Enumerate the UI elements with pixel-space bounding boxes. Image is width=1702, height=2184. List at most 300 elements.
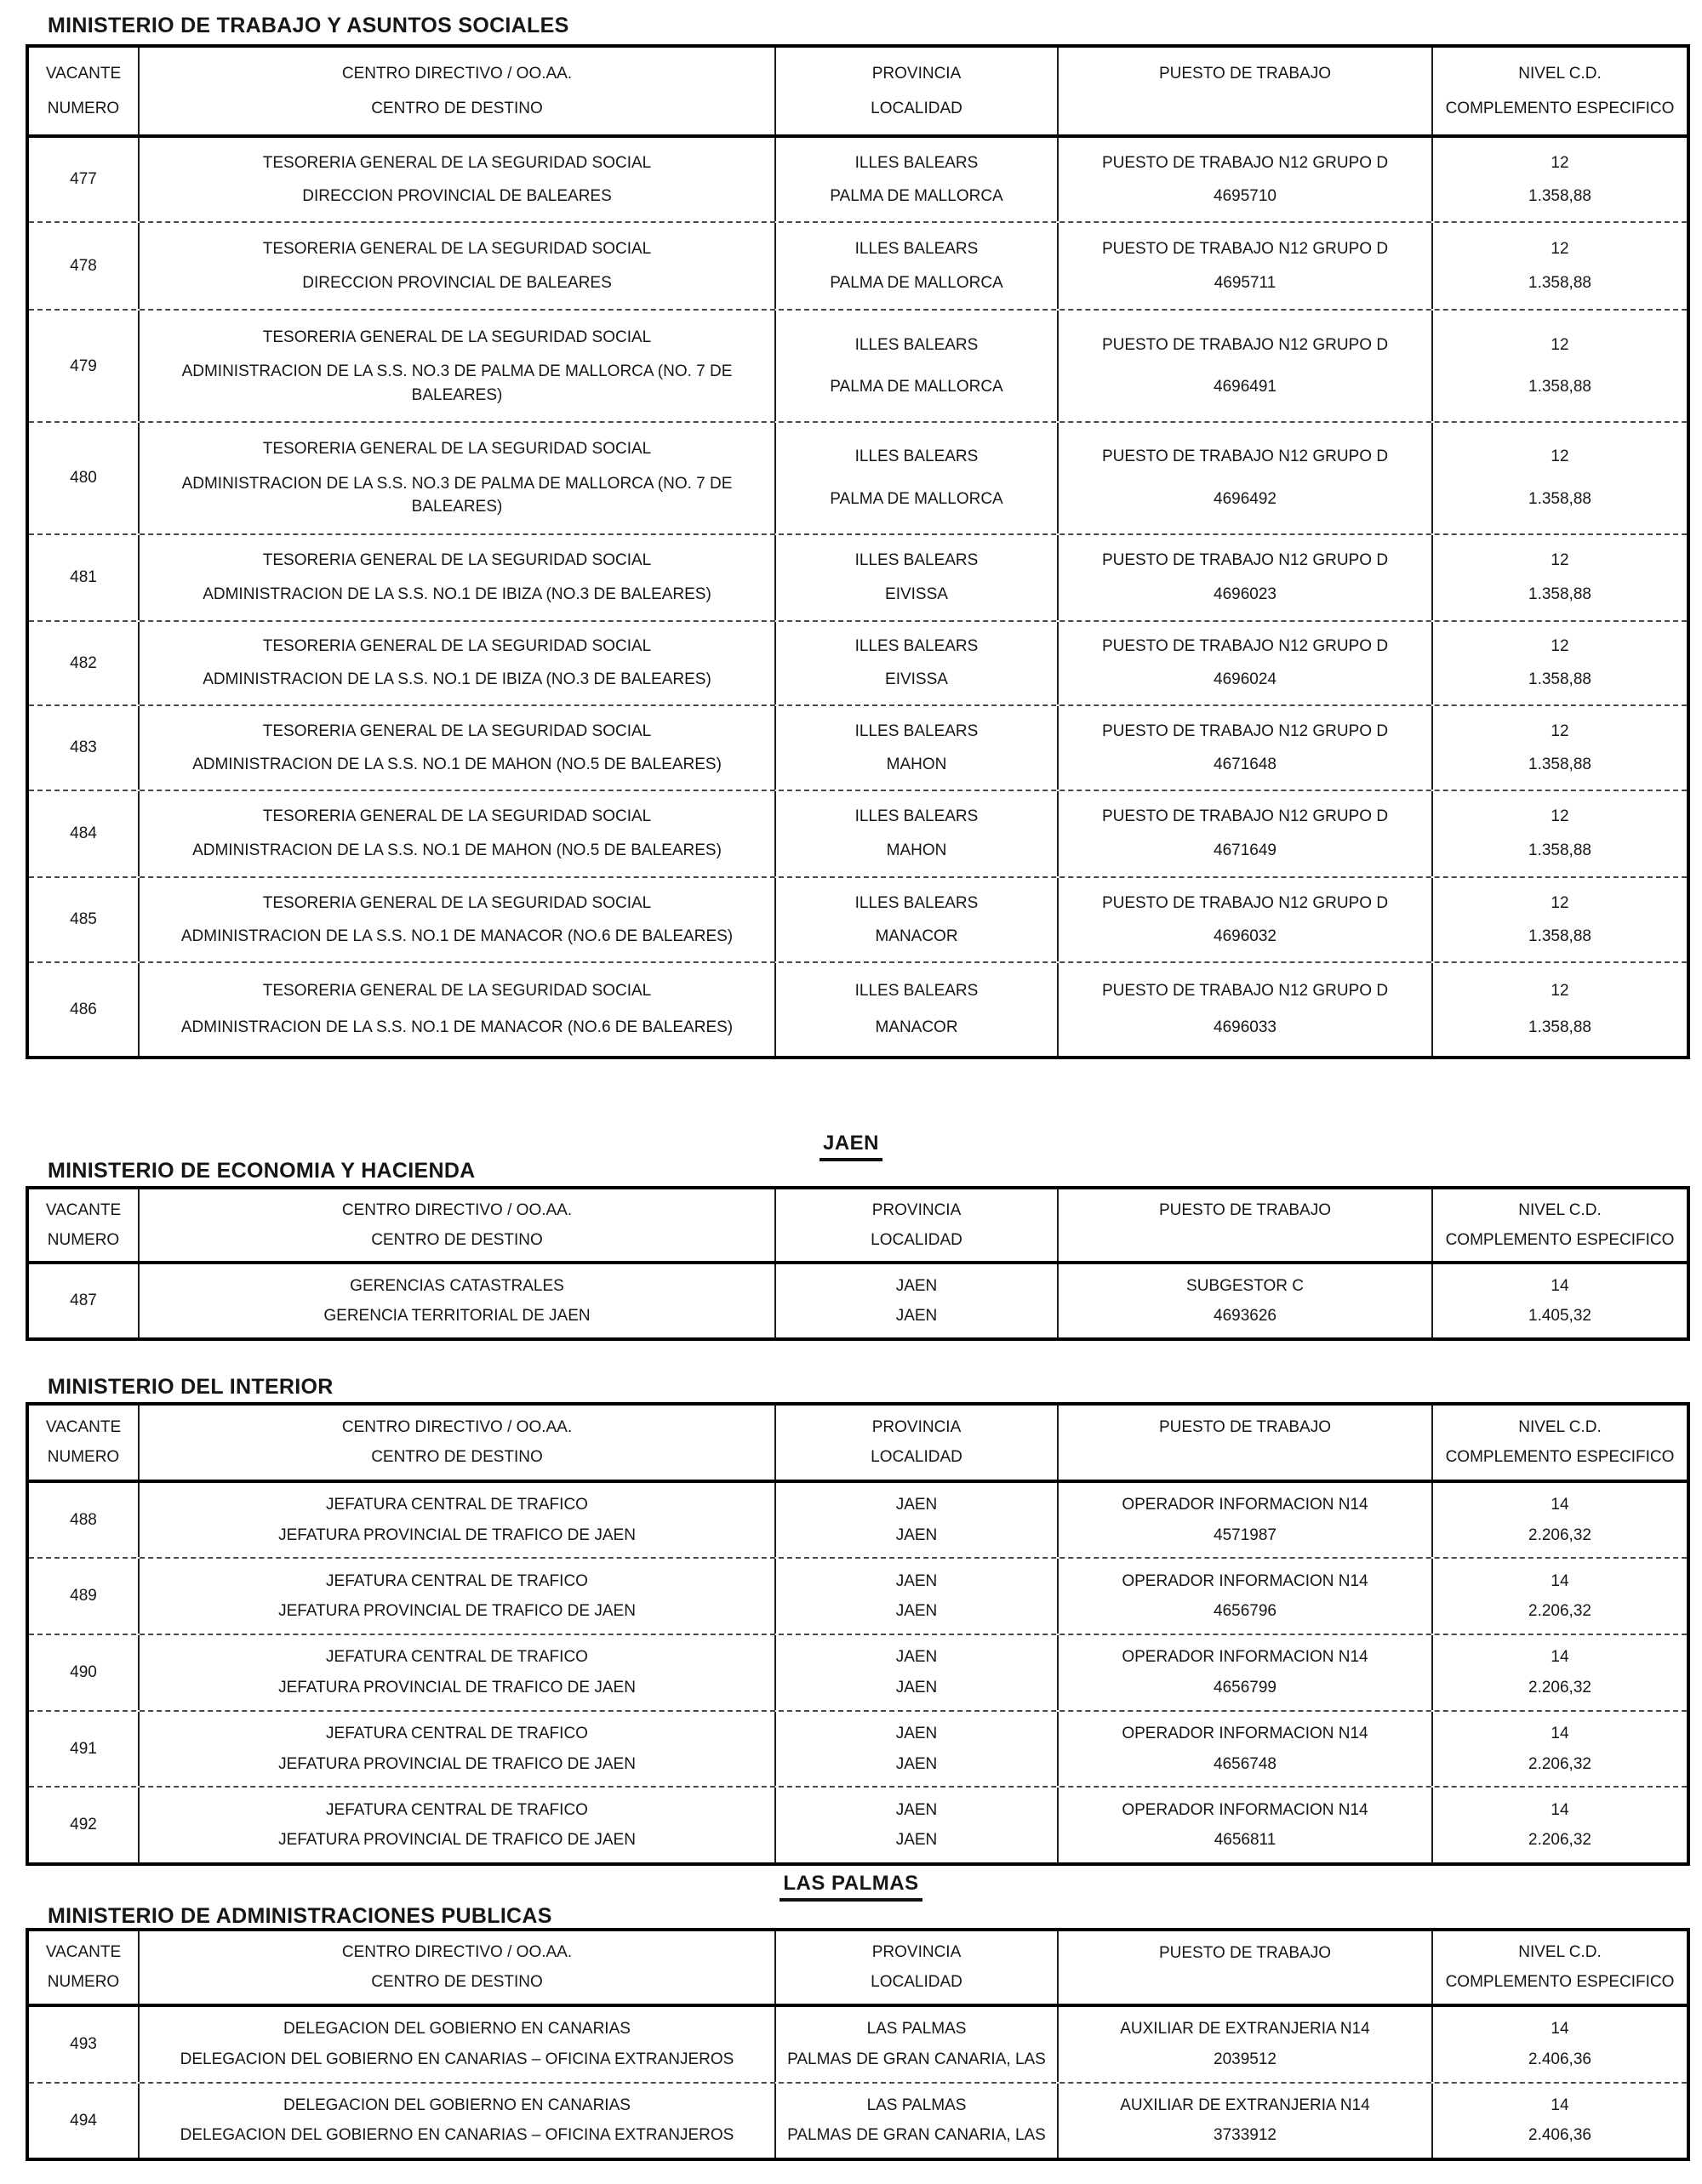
header-cell-provincia — [774, 48, 1057, 134]
centro-directivo: TESORERIA GENERAL DE LA SEGURIDAD SOCIAL — [262, 982, 652, 1001]
header-puesto-label: PUESTO DE TRABAJO — [1158, 1201, 1331, 1220]
complemento-especifico: 1.358,88 — [1528, 378, 1591, 396]
header-cell-nivel — [1431, 1406, 1687, 1480]
centro-directivo: TESORERIA GENERAL DE LA SEGURIDAD SOCIAL — [262, 551, 652, 570]
header-provincia-line1: PROVINCIA — [871, 1417, 962, 1436]
complemento-especifico: 2.406,36 — [1528, 2050, 1591, 2069]
cell-provincia — [774, 622, 1057, 705]
table-row — [29, 309, 1687, 421]
table-header — [29, 1406, 1687, 1483]
cell-provincia — [774, 311, 1057, 421]
section-title-administraciones: MINISTERIO DE ADMINISTRACIONES PUBLICAS — [48, 1904, 552, 1928]
centro-directivo: TESORERIA GENERAL DE LA SEGURIDAD SOCIAL — [262, 637, 652, 656]
provincia: LAS PALMAS — [866, 2020, 967, 2039]
puesto-numero: 4671649 — [1214, 841, 1276, 860]
cell-vacante — [29, 1635, 138, 1710]
section-title-trabajo: MINISTERIO DE TRABAJO Y ASUNTOS SOCIALES — [48, 14, 569, 37]
puesto-numero: 4656748 — [1214, 1754, 1276, 1773]
vacante-numero: 477 — [70, 170, 97, 189]
cell-nivel — [1431, 423, 1687, 533]
cell-centro — [138, 1264, 774, 1337]
centro-directivo: TESORERIA GENERAL DE LA SEGURIDAD SOCIAL — [262, 328, 652, 346]
header-cell-puesto — [1057, 1406, 1431, 1480]
puesto-trabajo: OPERADOR INFORMACION N14 — [1122, 1495, 1368, 1514]
header-cell-vacante — [29, 1406, 138, 1480]
header-provincia-line1: PROVINCIA — [871, 1200, 962, 1219]
centro-destino: GERENCIA TERRITORIAL DE JAEN — [323, 1306, 591, 1325]
nivel-cd: 12 — [1551, 721, 1569, 740]
header-cell-vacante — [29, 48, 138, 134]
provincia: ILLES BALEARS — [854, 153, 979, 172]
table-row — [29, 421, 1687, 533]
vacante-numero: 480 — [70, 469, 97, 488]
header-cell-puesto — [1057, 1931, 1431, 2004]
section-title-economia: MINISTERIO DE ECONOMIA Y HACIENDA — [48, 1159, 476, 1183]
cell-provincia — [774, 878, 1057, 961]
nivel-cd: 12 — [1551, 637, 1569, 656]
header-vacante-line1: VACANTE — [45, 1417, 122, 1436]
cell-centro — [138, 2007, 774, 2081]
centro-directivo: TESORERIA GENERAL DE LA SEGURIDAD SOCIAL — [262, 721, 652, 740]
header-centro-line1: CENTRO DIRECTIVO / OO.AA. — [341, 1200, 573, 1219]
localidad: PALMA DE MALLORCA — [830, 274, 1003, 293]
complemento-especifico: 1.358,88 — [1528, 186, 1591, 205]
cell-vacante — [29, 1712, 138, 1787]
cell-nivel — [1431, 1483, 1687, 1558]
header-centro-line2: CENTRO DE DESTINO — [371, 1230, 543, 1249]
cell-puesto — [1057, 622, 1431, 705]
header-cell-centro — [138, 1406, 774, 1480]
centro-directivo: TESORERIA GENERAL DE LA SEGURIDAD SOCIAL — [262, 893, 652, 912]
puesto-trabajo: AUXILIAR DE EXTRANJERIA N14 — [1120, 2096, 1370, 2114]
complemento-especifico: 1.358,88 — [1528, 584, 1591, 603]
header-centro-line1: CENTRO DIRECTIVO / OO.AA. — [341, 65, 573, 83]
cell-puesto — [1057, 963, 1431, 1056]
puesto-trabajo: PUESTO DE TRABAJO N12 GRUPO D — [1101, 153, 1389, 172]
cell-provincia — [774, 963, 1057, 1056]
cell-puesto — [1057, 2007, 1431, 2081]
header-nivel-line1: NIVEL C.D. — [1518, 1200, 1602, 1219]
cell-centro — [138, 878, 774, 961]
cell-vacante — [29, 311, 138, 421]
vacante-numero: 490 — [70, 1663, 97, 1682]
cell-puesto — [1057, 535, 1431, 620]
complemento-especifico: 2.206,32 — [1528, 1525, 1591, 1544]
vacante-numero: 491 — [70, 1739, 97, 1758]
cell-vacante — [29, 622, 138, 705]
table-row — [29, 1634, 1687, 1710]
puesto-trabajo: PUESTO DE TRABAJO N12 GRUPO D — [1101, 335, 1389, 354]
header-vacante-line1: VACANTE — [45, 1200, 122, 1219]
cell-puesto — [1057, 1712, 1431, 1787]
cell-puesto — [1057, 1788, 1431, 1862]
header-centro-line2: CENTRO DE DESTINO — [371, 99, 543, 117]
provincia: ILLES BALEARS — [854, 721, 979, 740]
puesto-numero: 4696024 — [1214, 670, 1276, 689]
cell-centro — [138, 311, 774, 421]
header-provincia-line2: LOCALIDAD — [871, 1448, 962, 1467]
cell-vacante — [29, 535, 138, 620]
localidad: PALMA DE MALLORCA — [830, 378, 1003, 396]
header-nivel-line2: COMPLEMENTO ESPECIFICO — [1445, 99, 1675, 117]
header-vacante-line1: VACANTE — [45, 65, 122, 83]
puesto-trabajo: PUESTO DE TRABAJO N12 GRUPO D — [1101, 239, 1389, 258]
puesto-numero: 4571987 — [1214, 1525, 1276, 1544]
cell-centro — [138, 1788, 774, 1862]
cell-provincia — [774, 1559, 1057, 1634]
puesto-numero: 4696491 — [1214, 378, 1276, 396]
puesto-numero: 4656811 — [1214, 1831, 1276, 1850]
header-cell-vacante — [29, 1931, 138, 2004]
cell-puesto — [1057, 311, 1431, 421]
puesto-trabajo: PUESTO DE TRABAJO N12 GRUPO D — [1101, 551, 1389, 570]
puesto-trabajo: OPERADOR INFORMACION N14 — [1122, 1800, 1368, 1819]
cell-nivel — [1431, 1712, 1687, 1787]
cell-vacante — [29, 2084, 138, 2158]
cell-provincia — [774, 791, 1057, 877]
localidad: EIVISSA — [885, 670, 948, 689]
header-vacante-line2: NUMERO — [47, 1230, 120, 1249]
localidad: JAEN — [895, 1678, 938, 1696]
cell-centro — [138, 791, 774, 877]
cell-puesto — [1057, 1483, 1431, 1558]
province-heading-las-palmas: LAS PALMAS — [0, 1872, 1702, 1902]
table-row — [29, 533, 1687, 620]
nivel-cd: 14 — [1551, 2096, 1569, 2114]
table-row — [29, 1710, 1687, 1787]
complemento-especifico: 2.206,32 — [1528, 1754, 1591, 1773]
cell-vacante — [29, 1483, 138, 1558]
cell-puesto — [1057, 706, 1431, 790]
header-provincia-line1: PROVINCIA — [871, 65, 962, 83]
cell-nivel — [1431, 1559, 1687, 1634]
cell-vacante — [29, 706, 138, 790]
cell-vacante — [29, 138, 138, 221]
centro-destino: ADMINISTRACION DE LA S.S. NO.1 DE MAHON (NO.5 DE BALEARES) — [192, 841, 722, 860]
cell-nivel — [1431, 622, 1687, 705]
cell-provincia — [774, 706, 1057, 790]
table-row — [29, 790, 1687, 877]
puesto-numero: 4695710 — [1214, 186, 1276, 205]
vacante-numero: 487 — [70, 1292, 97, 1310]
header-cell-nivel — [1431, 1189, 1687, 1261]
vacante-numero: 482 — [70, 653, 97, 672]
header-cell-nivel — [1431, 48, 1687, 134]
cell-vacante — [29, 878, 138, 961]
header-cell-provincia — [774, 1931, 1057, 2004]
nivel-cd: 12 — [1551, 448, 1569, 466]
cell-centro — [138, 1559, 774, 1634]
puesto-trabajo: PUESTO DE TRABAJO N12 GRUPO D — [1101, 893, 1389, 912]
vacante-numero: 478 — [70, 256, 97, 275]
cell-nivel — [1431, 535, 1687, 620]
vacante-numero: 485 — [70, 910, 97, 929]
nivel-cd: 12 — [1551, 239, 1569, 258]
section-title-interior: MINISTERIO DEL INTERIOR — [48, 1375, 334, 1399]
header-cell-nivel — [1431, 1931, 1687, 2004]
complemento-especifico: 1.358,88 — [1528, 490, 1591, 509]
cell-puesto — [1057, 878, 1431, 961]
puesto-numero: 4693626 — [1214, 1306, 1276, 1325]
cell-nivel — [1431, 1635, 1687, 1710]
header-puesto-label: PUESTO DE TRABAJO — [1158, 65, 1331, 83]
complemento-especifico: 2.206,32 — [1528, 1602, 1591, 1621]
nivel-cd: 14 — [1551, 1495, 1569, 1514]
centro-destino: ADMINISTRACION DE LA S.S. NO.1 DE MAHON (NO.5 DE BALEARES) — [192, 755, 722, 773]
centro-directivo: TESORERIA GENERAL DE LA SEGURIDAD SOCIAL — [262, 153, 652, 172]
nivel-cd: 14 — [1551, 1724, 1569, 1742]
puesto-trabajo: SUBGESTOR C — [1186, 1276, 1304, 1295]
header-nivel-line1: NIVEL C.D. — [1518, 1943, 1602, 1962]
header-cell-centro — [138, 48, 774, 134]
table-row — [29, 704, 1687, 790]
puesto-numero: 2039512 — [1214, 2050, 1276, 2069]
puesto-numero: 4656799 — [1214, 1678, 1276, 1696]
header-vacante-line2: NUMERO — [47, 1973, 120, 1992]
complemento-especifico: 1.358,88 — [1528, 274, 1591, 293]
cell-vacante — [29, 1264, 138, 1337]
centro-destino: DIRECCION PROVINCIAL DE BALEARES — [302, 186, 612, 205]
nivel-cd: 12 — [1551, 982, 1569, 1001]
table-header — [29, 1931, 1687, 2007]
header-cell-provincia — [774, 1406, 1057, 1480]
nivel-cd: 14 — [1551, 1800, 1569, 1819]
vacante-numero: 484 — [70, 824, 97, 843]
puesto-trabajo: AUXILIAR DE EXTRANJERIA N14 — [1120, 2020, 1370, 2039]
complemento-especifico: 2.206,32 — [1528, 1831, 1591, 1850]
table-row — [29, 1483, 1687, 1558]
centro-directivo: TESORERIA GENERAL DE LA SEGURIDAD SOCIAL — [262, 239, 652, 258]
provincia: ILLES BALEARS — [854, 335, 979, 354]
centro-destino: JEFATURA PROVINCIAL DE TRAFICO DE JAEN — [278, 1602, 636, 1621]
cell-nivel — [1431, 1264, 1687, 1337]
complemento-especifico: 1.405,32 — [1528, 1306, 1591, 1325]
header-vacante-line1: VACANTE — [45, 1943, 122, 1962]
centro-directivo: JEFATURA CENTRAL DE TRAFICO — [326, 1648, 588, 1667]
puesto-numero: 4696032 — [1214, 927, 1276, 945]
header-cell-puesto — [1057, 1189, 1431, 1261]
provincia: JAEN — [895, 1276, 938, 1295]
complemento-especifico: 1.358,88 — [1528, 1018, 1591, 1037]
localidad: MAHON — [886, 841, 947, 860]
nivel-cd: 14 — [1551, 1276, 1569, 1295]
vacante-numero: 483 — [70, 738, 97, 757]
table-row — [29, 138, 1687, 221]
table-row — [29, 1264, 1687, 1337]
table-row — [29, 2082, 1687, 2158]
cell-puesto — [1057, 2084, 1431, 2158]
nivel-cd: 12 — [1551, 893, 1569, 912]
puesto-numero: 4656796 — [1214, 1602, 1276, 1621]
localidad: JAEN — [895, 1525, 938, 1544]
localidad: PALMA DE MALLORCA — [830, 186, 1003, 205]
header-nivel-line1: NIVEL C.D. — [1518, 65, 1602, 83]
header-nivel-line1: NIVEL C.D. — [1518, 1417, 1602, 1436]
puesto-trabajo: PUESTO DE TRABAJO N12 GRUPO D — [1101, 721, 1389, 740]
centro-directivo: JEFATURA CENTRAL DE TRAFICO — [326, 1800, 588, 1819]
header-centro-line2: CENTRO DE DESTINO — [371, 1448, 543, 1467]
cell-puesto — [1057, 1559, 1431, 1634]
nivel-cd: 14 — [1551, 1648, 1569, 1667]
cell-provincia — [774, 223, 1057, 309]
table-header — [29, 1189, 1687, 1264]
header-cell-centro — [138, 1189, 774, 1261]
complemento-especifico: 2.206,32 — [1528, 1678, 1591, 1696]
centro-destino: DELEGACION DEL GOBIERNO EN CANARIAS – OFICINA EXTRANJEROS — [180, 2126, 734, 2145]
header-nivel-line2: COMPLEMENTO ESPECIFICO — [1445, 1230, 1675, 1249]
header-provincia-line1: PROVINCIA — [871, 1943, 962, 1962]
cell-provincia — [774, 2007, 1057, 2081]
table-interior — [26, 1402, 1690, 1866]
cell-vacante — [29, 791, 138, 877]
centro-directivo: JEFATURA CENTRAL DE TRAFICO — [326, 1495, 588, 1514]
cell-centro — [138, 963, 774, 1056]
cell-provincia — [774, 138, 1057, 221]
table-row — [29, 221, 1687, 309]
header-cell-vacante — [29, 1189, 138, 1261]
provincia: JAEN — [895, 1648, 938, 1667]
puesto-numero: 4696033 — [1214, 1018, 1276, 1037]
header-cell-puesto — [1057, 48, 1431, 134]
complemento-especifico: 2.406,36 — [1528, 2126, 1591, 2145]
cell-puesto — [1057, 423, 1431, 533]
cell-provincia — [774, 1712, 1057, 1787]
complemento-especifico: 1.358,88 — [1528, 841, 1591, 860]
cell-provincia — [774, 1635, 1057, 1710]
cell-nivel — [1431, 311, 1687, 421]
centro-directivo: GERENCIAS CATASTRALES — [350, 1276, 564, 1295]
cell-centro — [138, 1635, 774, 1710]
header-provincia-line2: LOCALIDAD — [871, 1230, 962, 1249]
provincia: ILLES BALEARS — [854, 807, 979, 826]
cell-nivel — [1431, 791, 1687, 877]
header-cell-centro — [138, 1931, 774, 2004]
cell-vacante — [29, 1559, 138, 1634]
localidad: JAEN — [895, 1831, 938, 1850]
header-nivel-line2: COMPLEMENTO ESPECIFICO — [1445, 1448, 1675, 1467]
cell-nivel — [1431, 2084, 1687, 2158]
cell-provincia — [774, 1264, 1057, 1337]
centro-destino: ADMINISTRACION DE LA S.S. NO.1 DE IBIZA (NO.3 DE BALEARES) — [203, 584, 711, 603]
nivel-cd: 12 — [1551, 153, 1569, 172]
provincia: ILLES BALEARS — [854, 551, 979, 570]
cell-vacante — [29, 423, 138, 533]
provincia: ILLES BALEARS — [854, 239, 979, 258]
table-row — [29, 620, 1687, 705]
table-administraciones — [26, 1928, 1690, 2161]
puesto-trabajo: OPERADOR INFORMACION N14 — [1122, 1648, 1368, 1667]
centro-directivo: TESORERIA GENERAL DE LA SEGURIDAD SOCIAL — [262, 807, 652, 826]
centro-destino: JEFATURA PROVINCIAL DE TRAFICO DE JAEN — [278, 1831, 636, 1850]
complemento-especifico: 1.358,88 — [1528, 927, 1591, 945]
provincia: JAEN — [895, 1724, 938, 1742]
vacante-numero: 489 — [70, 1587, 97, 1605]
provincia: ILLES BALEARS — [854, 448, 979, 466]
localidad: PALMAS DE GRAN CANARIA, LAS — [787, 2050, 1046, 2069]
provincia: LAS PALMAS — [866, 2096, 967, 2114]
province-heading-jaen: JAEN — [0, 1132, 1702, 1161]
localidad: JAEN — [895, 1306, 938, 1325]
cell-centro — [138, 1483, 774, 1558]
centro-destino: JEFATURA PROVINCIAL DE TRAFICO DE JAEN — [278, 1525, 636, 1544]
cell-vacante — [29, 2007, 138, 2081]
puesto-trabajo: PUESTO DE TRABAJO N12 GRUPO D — [1101, 448, 1389, 466]
cell-nivel — [1431, 706, 1687, 790]
header-centro-line1: CENTRO DIRECTIVO / OO.AA. — [341, 1417, 573, 1436]
cell-nivel — [1431, 2007, 1687, 2081]
cell-puesto — [1057, 1635, 1431, 1710]
provincia: ILLES BALEARS — [854, 637, 979, 656]
localidad: EIVISSA — [885, 584, 948, 603]
header-provincia-line2: LOCALIDAD — [871, 99, 962, 117]
vacante-numero: 494 — [70, 2111, 97, 2130]
provincia: JAEN — [895, 1800, 938, 1819]
puesto-numero: 4671648 — [1214, 755, 1276, 773]
centro-destino: JEFATURA PROVINCIAL DE TRAFICO DE JAEN — [278, 1754, 636, 1773]
provincia: JAEN — [895, 1495, 938, 1514]
cell-provincia — [774, 535, 1057, 620]
cell-nivel — [1431, 1788, 1687, 1862]
provincia: ILLES BALEARS — [854, 893, 979, 912]
centro-directivo: JEFATURA CENTRAL DE TRAFICO — [326, 1724, 588, 1742]
cell-centro — [138, 423, 774, 533]
cell-puesto — [1057, 791, 1431, 877]
centro-destino: DIRECCION PROVINCIAL DE BALEARES — [302, 274, 612, 293]
cell-centro — [138, 2084, 774, 2158]
table-row — [29, 2007, 1687, 2081]
vacante-numero: 492 — [70, 1816, 97, 1834]
table-row — [29, 876, 1687, 961]
cell-nivel — [1431, 223, 1687, 309]
cell-vacante — [29, 1788, 138, 1862]
centro-destino: ADMINISTRACION DE LA S.S. NO.3 DE PALMA DE MALLORCA (NO. 7 DE BALEARES) — [181, 474, 733, 516]
centro-destino: ADMINISTRACION DE LA S.S. NO.1 DE MANACOR (NO.6 DE BALEARES) — [180, 927, 734, 945]
puesto-numero: 3733912 — [1214, 2126, 1276, 2145]
cell-provincia — [774, 1483, 1057, 1558]
table-trabajo — [26, 44, 1690, 1059]
cell-provincia — [774, 423, 1057, 533]
header-puesto-label: PUESTO DE TRABAJO — [1158, 1943, 1331, 1962]
nivel-cd: 12 — [1551, 551, 1569, 570]
centro-destino: ADMINISTRACION DE LA S.S. NO.1 DE MANACOR (NO.6 DE BALEARES) — [180, 1018, 734, 1037]
vacante-numero: 486 — [70, 1000, 97, 1018]
puesto-trabajo: PUESTO DE TRABAJO N12 GRUPO D — [1101, 982, 1389, 1001]
header-vacante-line2: NUMERO — [47, 99, 120, 117]
cell-puesto — [1057, 1264, 1431, 1337]
localidad: PALMAS DE GRAN CANARIA, LAS — [787, 2126, 1046, 2145]
header-cell-provincia — [774, 1189, 1057, 1261]
centro-destino: JEFATURA PROVINCIAL DE TRAFICO DE JAEN — [278, 1678, 636, 1696]
vacante-numero: 488 — [70, 1510, 97, 1529]
vacante-numero: 481 — [70, 568, 97, 586]
complemento-especifico: 1.358,88 — [1528, 670, 1591, 689]
puesto-trabajo: OPERADOR INFORMACION N14 — [1122, 1724, 1368, 1742]
puesto-trabajo: OPERADOR INFORMACION N14 — [1122, 1571, 1368, 1590]
table-header — [29, 48, 1687, 138]
localidad: MANACOR — [875, 1018, 958, 1037]
centro-directivo: DELEGACION DEL GOBIERNO EN CANARIAS — [283, 2096, 631, 2114]
header-provincia-line2: LOCALIDAD — [871, 1973, 962, 1992]
table-economia — [26, 1186, 1690, 1341]
complemento-especifico: 1.358,88 — [1528, 755, 1591, 773]
centro-destino: DELEGACION DEL GOBIERNO EN CANARIAS – OFICINA EXTRANJEROS — [180, 2050, 734, 2069]
cell-puesto — [1057, 223, 1431, 309]
nivel-cd: 12 — [1551, 807, 1569, 826]
header-nivel-line2: COMPLEMENTO ESPECIFICO — [1445, 1973, 1675, 1992]
puesto-numero: 4696023 — [1214, 584, 1276, 603]
cell-nivel — [1431, 963, 1687, 1056]
nivel-cd: 12 — [1551, 335, 1569, 354]
